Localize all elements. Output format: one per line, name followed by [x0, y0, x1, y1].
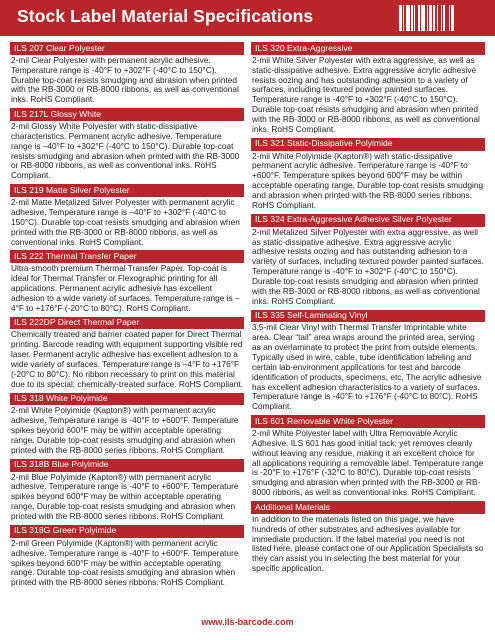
section-body: Ultra-smooth premium Thermal Transfer Paper. Top-coat is ideal for Thermal Transfer or Flexographic printing for all applications. Permanent acrylic adhesive has excellent adhesion to a wide variety of surfaces. Temperature range is –4°F to +176°F (-20°C to 80°C). RoHS Compliant.: [11, 263, 240, 313]
right-column: [251, 42, 485, 577]
spec-section: [251, 214, 485, 307]
section-title: ILS 601 Removable White Polyester: [251, 415, 485, 428]
spec-section: [10, 459, 244, 522]
barcode-icon: [399, 5, 489, 31]
section-body: 2-mil White Polyester label with Ultra Removable Acrylic Adhesive. ILS 601 has good initial tack, yet removes cleanly without leaving any residue, making it an excellent choice for all applications requiring a removable label. Temperature range is -20°F to +176°F (-32°C to 80°C). Durable top-coat resists smudging and abrasion when printed with the RB-3000 or RB-8000 ribbons, as well as conventional inks. RoHS Compliant.: [252, 428, 484, 498]
spec-section: [251, 415, 485, 498]
section-body: In addition to the materials listed on this page, we have hundreds of other substrates and adhesives available for immediate production. If the label material you need is not listed here, please contact one of our Application Specialists so they can assist you in selecting the best material for your specific application.: [252, 513, 484, 574]
spec-section: [10, 108, 244, 181]
spec-section: [10, 525, 244, 588]
spec-section: [251, 42, 485, 135]
section-title: ILS 335 Self-Laminating Vinyl: [251, 310, 485, 323]
section-title: ILS 207 Clear Polyester: [10, 42, 244, 55]
barcode-bar: [454, 5, 456, 31]
section-title: ILS 318B Blue Polyimide: [10, 459, 244, 472]
section-title: ILS 222DP Direct Thermal Paper: [10, 317, 244, 330]
section-title: ILS 321 Static-Dissipative Polyimide: [251, 138, 485, 151]
spec-section: [251, 138, 485, 211]
spec-section: [251, 310, 485, 413]
section-body: 2-mil Clear Polyester with permanent acrylic adhesive. Temperature range is -40°F to +302°F (-40°C to 150°C). Durable top-coat resists smudging and abrasion when printed with the RB-3000 or RB-8000 ribbons, as well as conventional inks. RoHS Compliant.: [11, 54, 239, 105]
spec-section: [251, 501, 485, 574]
section-title: ILS 318 White Polyimide: [10, 393, 244, 406]
section-body: Chemically treated and barrier coated paper for Direct Thermal printing. Barcode reading with equipment supporting visible red laser. Permanent acrylic adhesive has excellent adhesion to a wide variety of surfaces. Temperature range is –4°F to +176°F (-20°C to 80°C). No ribbon necessary to print on this material due to its special, chemically-treated surface. RoHS Compliant.: [11, 329, 243, 389]
section-body: 3.5-mil Clear Vinyl with Thermal Transfer Imprintable white area. Clear “tail” area wraps around the printed area, serving as an overlaminate to protect the print from outside elements. Typically used in wire, cable, tube identification labeling and certain lab-environment applications for test and barcode identification of products, specimens, etc. The acrylic adhesive has excellent adhesion characteristics to a variety of surfaces. Temperature range is -40°F to +176°F (-40°C to 80°C). RoHS Compliant.: [252, 322, 482, 412]
section-body: 2-mil Green Polyimide (Kapton®) with permanent acrylic adhesive. Temperature range is -40°F to +600°F. Temperature spikes beyond 600°F may be within acceptable operating range. Durable top-coat resists smudging and abrasion when printed with the RB-8000 series ribbons. RoHS Compliant.: [11, 537, 239, 588]
spec-section: [10, 393, 244, 456]
spec-section: [10, 317, 244, 390]
section-body: 2-mil Metalized Silver Polyester with extra aggressive, as well as static-dissipative adhesive. Extra aggressive acrylic adhesive resists oozing and has outstanding adhesion to a variety of surfaces, including textured powder painted surfaces. Temperature range is -40°F to +302°F (-40°C to 150°C). Durable top-coat resists smudging and abrasion when printed with the RB-3000 or RB-8000 ribbons, as well as conventional inks. RoHS Compliant.: [252, 226, 484, 306]
header-band: [0, 0, 495, 36]
section-title: ILS 318G Green Polyimide: [10, 525, 244, 538]
spec-section: [10, 42, 244, 105]
section-body: 2-mil Blue Polyimide (Kapton®) with permanent acrylic adhesive. Temperature range is -40°F to +600°F. Temperature spikes beyond 600°F may be within acceptable operating range. Durable top-coat resists smudging and abrasion when printed with the RB-8000 series ribbons. RoHS Compliant.: [11, 471, 239, 522]
spec-section: [10, 250, 244, 313]
section-body: 2-mil Glossy White Polyester with static-dissipative characteristics. Permanent acrylic adhesive. Temperature range is –40°F to +302°F (-40°C to 150°C). Durable top-coat resists smudging and abrasion when printed with the RB-3000 or RB-8000 ribbons, as well as conventional inks. RoHS Compliant.: [11, 121, 240, 181]
section-title: ILS 219 Matte Silver Polyester: [10, 184, 244, 197]
section-title: ILS 217L Glossy White: [10, 108, 244, 121]
section-body: 2-mil White Polyimide (Kapton®) with permanent acrylic adhesive. Temperature range is -40°F to +600°F. Temperature spikes beyond 600°F may be within acceptable operating range. Durable top-coat resists smudging and abrasion when printed with the RB-8000 series ribbons. RoHS Compliant.: [11, 405, 239, 455]
section-title: Additional Materials: [251, 501, 485, 514]
footer-website-link[interactable]: www.ils-barcode.com: [201, 617, 294, 627]
section-title: ILS 222 Thermal Transfer Paper: [10, 250, 244, 263]
section-body: 2-mil White Polyimide (Kapton®) with static-dissipative permanent acrylic adhesive. Temperature range is -40°F to +600°F. Temperature spikes beyond 600°F may be within acceptable operating range. Durable top-coat resists smudging and abrasion when printed with the RB-8000 series ribbons. RoHS Compliant.: [252, 150, 484, 210]
left-column: [10, 42, 244, 591]
spec-section: [10, 184, 244, 247]
page-title: Stock Label Material Specifications: [17, 6, 314, 26]
section-title: ILS 320 Extra-Aggressive: [251, 42, 485, 55]
section-body: 2-mil White Silver Polyester with extra aggressive, as well as static-dissipative adhesive. Extra aggressive acrylic adhesive resists oozing and has outstanding adhesion to a variety of surfaces, including textured powder painted surfaces. Temperature range is -40°F to +302°F (-40°C to 150°C). Durable top-coat resists smudging and abrasion when printed with the RB-3000 or RB-8000 ribbons, as well as conventional inks. RoHS Compliant.: [252, 54, 480, 134]
section-title: ILS 324 Extra-Aggressive Adhesive Silver Polyester: [251, 214, 485, 227]
section-body: 2-mil Matte Metalized Silver Polyester with permanent acrylic adhesive. Temperature range is –40°F to +302°F (-40°C to 150°C). Durable top-coat resists smudging and abrasion when printed with the RB-3000 or RB-8000 ribbons, as well as conventional inks. RoHS Compliant.: [11, 197, 240, 247]
